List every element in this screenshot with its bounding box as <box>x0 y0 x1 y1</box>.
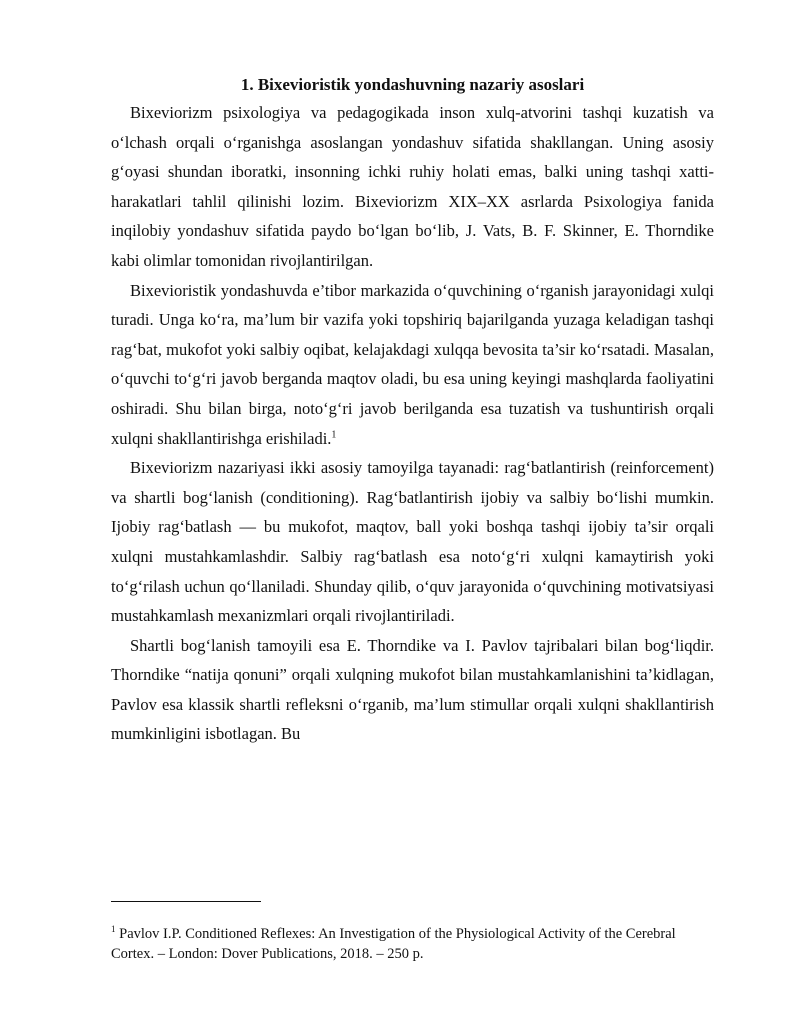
paragraph-1-text: Bixeviorizm psixologiya va pedagogikada inson xulq-atvorini tashqi kuzatish va o‘lchash orqali o‘rganishga asoslangan yondashuv sifatida shakllangan. Uning asosiy g‘oyasi shundan iboratki, insonning ichki ruhiy holati emas, balki uning tashqi xatti-harakatlari tahlil qilinishi lozim. Bixeviorizm XIX–XX asrlarda Psixologiya fanida inqilobiy yondashuv sifatida paydo bo‘lgan bo‘lib, J. Vats, B. F. Skinner, E. Thorndike kabi olimlar tomonidan rivojlantirilgan. <box>111 103 714 270</box>
footnote-marker: 1 <box>111 924 116 935</box>
footnote-text: Pavlov I.P. Conditioned Reflexes: An Investigation of the Physiological Activity of the Cerebral Cortex. – London: Dover Publications, 2018. – 250 p. <box>111 926 676 962</box>
paragraph-2-text: Bixevioristik yondashuvda e’tibor markazida o‘quvchining o‘rganish jarayonidagi xulqi turadi. Unga ko‘ra, ma’lum bir vazifa yoki topshiriq bajarilganda yuzaga keladigan tashqi rag‘bat, mukofot yoki salbiy oqibat, kelajakdagi xulqqa bevosita ta’sir ko‘rsatadi. Masalan, o‘quvchi to‘g‘ri javob berganda maqtov oladi, bu esa uning keyingi mashqlarda faoliyatini oshiradi. Shu bilan birga, noto‘g‘ri javob berilganda esa tuzatish va tushuntirish orqali xulqni shakllantirishga erishiladi. <box>111 280 714 448</box>
document-body <box>111 72 714 749</box>
footnote-separator <box>111 901 261 902</box>
paragraph-3-text: Bixeviorizm nazariyasi ikki asosiy tamoyilga tayanadi: rag‘batlantirish (reinforcement) va shartli bog‘lanish (conditioning). Rag‘batlantirish ijobiy va salbiy bo‘lishi mumkin. Ijobiy rag‘batlash — bu mukofot, maqtov, ball yoki boshqa tashqi ijobiy ta’sir orqali xulqni mustahkamlashdir. Salbiy rag‘batlash esa noto‘g‘ri xulqni kamaytirish yoki to‘g‘rilash uchun qo‘llaniladi. Shunday qilib, o‘quv jarayonida o‘quvchining motivatsiyasi mustahkamlash mexanizmlari orqali rivojlantiriladi. <box>111 458 714 626</box>
footnote-reference[interactable]: 1 <box>331 429 337 441</box>
paragraph-3 <box>111 453 714 631</box>
paragraph-4 <box>111 631 714 749</box>
section-heading: 1. Bixevioristik yondashuvning nazariy asoslari <box>240 75 585 94</box>
paragraph-2 <box>111 276 714 454</box>
footnote <box>111 924 711 964</box>
paragraph-1 <box>111 98 714 276</box>
paragraph-4-text: Shartli bog‘lanish tamoyili esa E. Thorndike va I. Pavlov tajribalari bilan bog‘liqdir. Thorndike “natija qonuni” orqali xulqning mukofot bilan mustahkamlanishini ta’kidlagan, Pavlov esa klassik shartli refleksni o‘rganib, ma’lum stimullar orqali xulqni shakllantirish mumkinligini isbotlagan. Bu <box>111 635 714 744</box>
